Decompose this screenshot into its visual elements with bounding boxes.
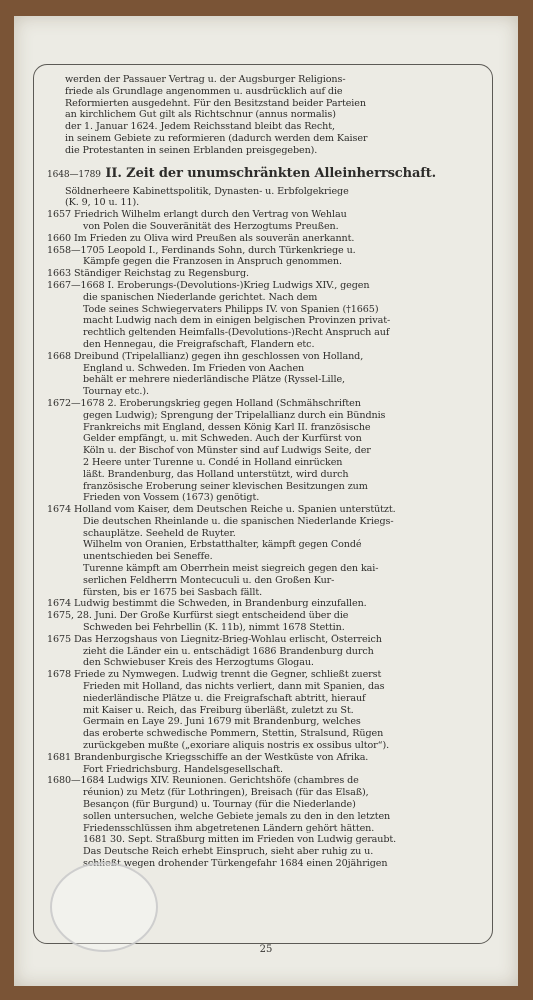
entry-line: 1668 Dreibund (Tripelallianz) gegen ihn geschlossen von Holland, [47, 350, 364, 362]
text-line: an kirchlichem Gut gilt als Richtschnur (annus normalis) [65, 109, 336, 121]
entry-line: Fort Friedrichsburg. Handelsgesellschaft. [83, 763, 283, 775]
text-line: die Protestanten in seinen Erblanden preisgegeben). [65, 144, 318, 156]
entry-line: sollen untersuchen, welche Gebiete jemals zu den in den letzten [83, 810, 391, 822]
text-line: werden der Passauer Vertrag u. der Augsburger Religions- [65, 74, 346, 85]
entry-line: Söldnerheere Kabinettspolitik, Dynasten- u. Erbfolgekriege [65, 185, 349, 197]
chronology-entry [47, 610, 485, 634]
chronology-entry [47, 233, 485, 245]
chronology-entries [47, 186, 485, 870]
entry-line: Besançon (für Burgund) u. Tournay (für die Niederlande) [83, 799, 356, 811]
entry-line: das eroberte schwedische Pommern, Stettin, Stralsund, Rügen [83, 728, 384, 740]
entry-line: 1681 30. Sept. Straßburg mitten im Frieden von Ludwig geraubt. [83, 834, 397, 846]
entry-line: Tournay etc.). [83, 386, 149, 398]
entry-line: 1680—1684 Ludwigs XIV. Reunionen. Gerichtshöfe (chambres de [47, 775, 359, 787]
section-title: II. Zeit der unumschränkten Alleinherrschaft. [105, 165, 437, 181]
entry-line: 1675, 28. Juni. Der Große Kurfürst siegt entscheidend über die [47, 610, 349, 622]
entry-line: 1674 Holland vom Kaiser, dem Deutschen Reiche u. Spanien unterstützt. [47, 504, 396, 516]
entry-line: England u. Schweden. Im Frieden von Aachen [83, 362, 305, 374]
chronology-entry [47, 752, 485, 776]
section-years: 1648—1789 [47, 169, 101, 180]
entry-line: die spanischen Niederlande gerichtet. Nach dem [83, 291, 318, 303]
chronology-entry [47, 209, 485, 233]
entry-line: 1681 Brandenburgische Kriegsschiffe an der Westküste von Afrika. [47, 751, 369, 763]
entry-line: 1657 Friedrich Wilhelm erlangt durch den Vertrag von Wehlau [47, 209, 347, 221]
entry-line: zurückgeben mußte („exoriare aliquis nostris ex ossibus ultor“). [83, 740, 390, 752]
entry-line: 1658—1705 Leopold I., Ferdinands Sohn, durch Türkenkriege u. [47, 244, 356, 256]
entry-line: rechtlich geltenden Heimfalls-(Devolutions-)Recht Anspruch auf [83, 327, 390, 339]
text-line: Reformierten ausgedehnt. Für den Besitzstand beider Parteien [65, 97, 366, 109]
page-number: 25 [259, 944, 273, 955]
entry-line: serlichen Feldherrn Montecuculi u. den Großen Kur- [83, 574, 335, 586]
entry-line: Schweden bei Fehrbellin (K. 11b), nimmt 1678 Stettin. [83, 622, 345, 634]
watermark-seal [50, 862, 158, 952]
chronology-entry [47, 280, 485, 351]
entry-line: macht Ludwig nach dem in einigen belgischen Provinzen privat- [83, 315, 391, 327]
chronology-entry [47, 186, 485, 210]
entry-line: (K. 9, 10 u. 11). [65, 197, 140, 209]
entry-line: Köln u. der Bischof von Münster sind auf Ludwigs Seite, der [83, 445, 371, 457]
text-line: in seinem Gebiete zu reformieren (dadurch werden dem Kaiser [65, 132, 368, 144]
chronology-entry [47, 504, 485, 598]
page-text [47, 74, 485, 870]
entry-line: Turenne kämpft am Oberrhein meist siegreich gegen den kai- [83, 563, 379, 575]
entry-line: zieht die Länder ein u. entschädigt 1686 Brandenburg durch [83, 645, 374, 657]
chronology-entry [47, 268, 485, 280]
chronology-entry [47, 775, 485, 869]
chronology-entry [47, 634, 485, 669]
text-line: friede als Grundlage angenommen u. ausdrücklich auf die [65, 85, 343, 97]
entry-line: Friedensschlüssen ihm abgetretenen Ländern gehört hätten. [83, 822, 375, 834]
entry-line: Frankreichs mit England, dessen König Karl II. französische [83, 421, 371, 433]
entry-line: Frieden von Vossem (1673) genötigt. [83, 492, 260, 504]
entry-line: französische Eroberung seiner klevischen Besitzungen zum [83, 480, 368, 492]
entry-line: Das Deutsche Reich erhebt Einspruch, sieht aber ruhig zu u. [83, 846, 374, 858]
entry-line: réunion) zu Metz (für Lothringen), Breisach (für das Elsaß), [83, 787, 369, 799]
entry-line: den Hennegau, die Freigrafschaft, Flandern etc. [83, 338, 315, 350]
entry-line: 1678 Friede zu Nymwegen. Ludwig trennt die Gegner, schließt zuerst [47, 669, 382, 681]
intro-paragraph [47, 74, 485, 157]
entry-line: schauplätze. Seeheld de Ruyter. [83, 527, 236, 539]
entry-line: 1660 Im Frieden zu Oliva wird Preußen als souverän anerkannt. [47, 232, 355, 244]
entry-line: mit Kaiser u. Reich, das Freiburg überläßt, zuletzt zu St. [83, 704, 354, 716]
entry-line: unentschieden bei Seneffe. [83, 551, 213, 563]
chronology-entry [47, 398, 485, 504]
chronology-entry [47, 669, 485, 752]
entry-line: von Polen die Souveränität des Herzogtums Preußen. [83, 220, 339, 232]
entry-line: 2 Heere unter Turenne u. Condé in Holland einrücken [83, 456, 343, 468]
entry-line: 1674 Ludwig bestimmt die Schweden, in Brandenburg einzufallen. [47, 598, 367, 610]
entry-line: niederländische Plätze u. die Freigrafschaft abtritt, hierauf [83, 692, 366, 704]
entry-line: Frieden mit Holland, das nichts verliert, dann mit Spanien, das [83, 681, 385, 693]
entry-line: gegen Ludwig); Sprengung der Tripelallianz durch ein Bündnis [83, 409, 386, 421]
chronology-entry [47, 598, 485, 610]
entry-line: behält er mehrere niederländische Plätze (Ryssel-Lille, [83, 374, 345, 386]
entry-line: 1672—1678 2. Eroberungskrieg gegen Holland (Schmähschriften [47, 397, 361, 409]
entry-line: Germain en Laye 29. Juni 1679 mit Brandenburg, welches [83, 716, 361, 728]
entry-line: fürsten, bis er 1675 bei Sasbach fällt. [83, 586, 263, 598]
book-page [14, 16, 518, 986]
chronology-entry [47, 351, 485, 398]
entry-line: schließt wegen drohender Türkengefahr 1684 einen 20jährigen [83, 858, 388, 869]
chronology-entry [47, 245, 485, 269]
entry-line: den Schwiebuser Kreis des Herzogtums Glogau. [83, 657, 314, 669]
entry-line: Gelder empfängt, u. mit Schweden. Auch der Kurfürst von [83, 433, 362, 445]
entry-line: 1675 Das Herzogshaus von Liegnitz-Brieg-Wohlau erlischt, Österreich [47, 633, 382, 645]
entry-line: Wilhelm von Oranien, Erbstatthalter, kämpft gegen Condé [83, 539, 362, 551]
entry-line: Kämpfe gegen die Franzosen in Anspruch genommen. [83, 256, 342, 268]
text-line: der 1. Januar 1624. Jedem Reichsstand bleibt das Recht, [65, 121, 335, 133]
section-heading [47, 165, 485, 183]
entry-line: 1663 Ständiger Reichstag zu Regensburg. [47, 268, 249, 280]
entry-line: Tode seines Schwiegervaters Philipps IV. von Spanien (†1665) [83, 303, 379, 315]
entry-line: läßt. Brandenburg, das Holland unterstützt, wird durch [83, 468, 349, 480]
entry-line: Die deutschen Rheinlande u. die spanischen Niederlande Kriegs- [83, 515, 394, 527]
entry-line: 1667—1668 I. Eroberungs-(Devolutions-)Krieg Ludwigs XIV., gegen [47, 279, 370, 291]
